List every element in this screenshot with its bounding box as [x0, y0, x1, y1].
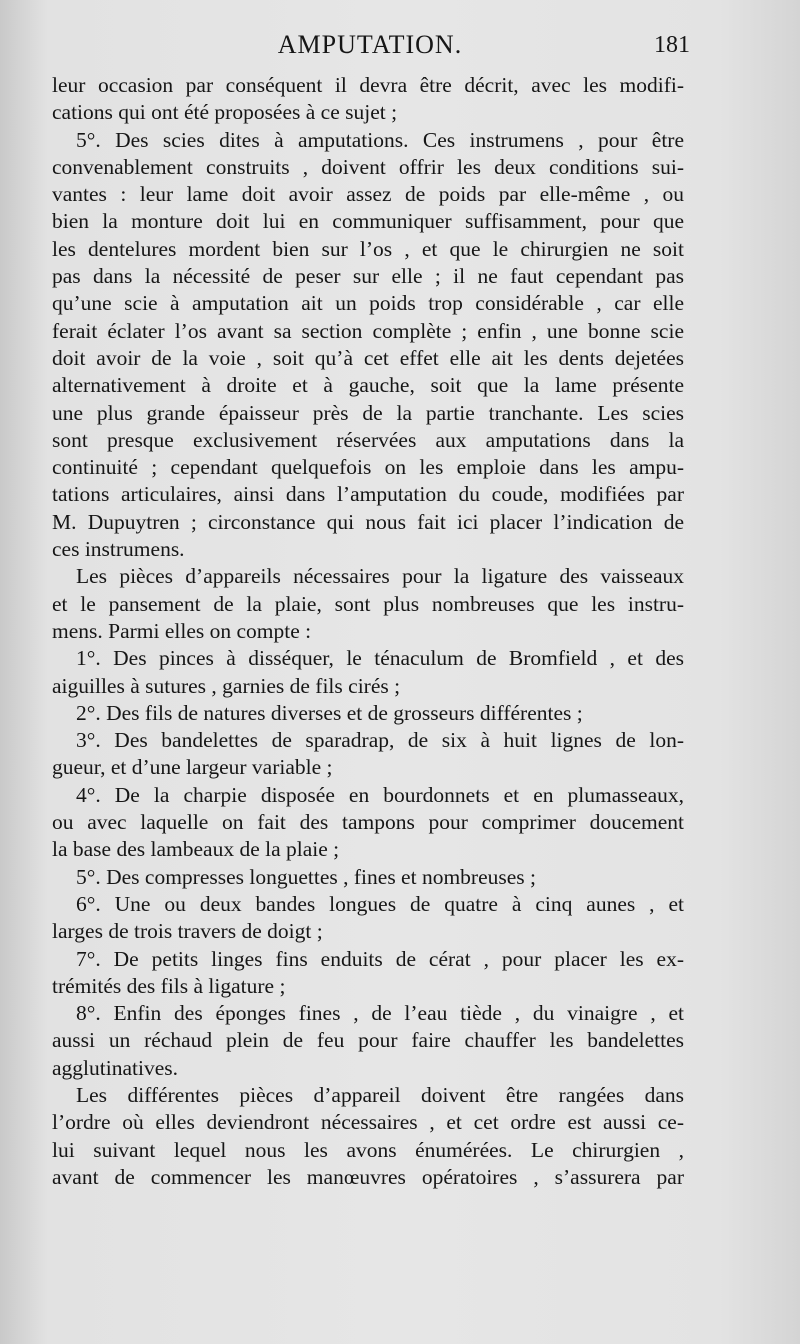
text-line: la base des lambeaux de la plaie ;	[52, 837, 340, 862]
text-line: 3°. Des bandelettes de sparadrap, de six à huit lignes de lon-	[76, 728, 684, 753]
text-line: 1°. Des pinces à disséquer, le ténaculum de Bromfield , et des	[76, 646, 684, 671]
running-title: AMPUTATION.	[277, 30, 463, 59]
text-line: 2°. Des fils de natures diverses et de grosseurs différentes ;	[76, 700, 583, 725]
text-line: les dentelures mordent bien sur l’os , et que le chirurgien ne soit	[52, 236, 684, 261]
text-line: bien la monture doit lui en communiquer suffisamment, pour que	[52, 209, 684, 234]
text-line: avant de commencer les manœuvres opératoires , s’assurera par	[52, 1164, 684, 1189]
text-line: alternativement à droite et à gauche, soit que la lame présente	[52, 373, 684, 398]
text-line: vantes : leur lame doit avoir assez de poids par elle-même , ou	[52, 182, 684, 207]
text-line: ces instrumens.	[52, 537, 185, 562]
body-text	[52, 72, 684, 1191]
text-line: 5°. Des compresses longuettes , fines et nombreuses ;	[76, 864, 537, 889]
text-line: Les pièces d’appareils nécessaires pour la ligature des vaisseaux	[76, 564, 684, 589]
text-line: qu’une scie à amputation ait un poids trop considérable , car elle	[52, 291, 684, 316]
text-line: et le pansement de la plaie, sont plus nombreuses que les instru-	[52, 591, 684, 616]
text-line: 7°. De petits linges fins enduits de cérat , pour placer les ex-	[76, 946, 684, 971]
text-line: pas dans la nécessité de peser sur elle ; il ne faut cependant pas	[52, 264, 684, 289]
text-line: Les différentes pièces d’appareil doivent être rangées dans	[76, 1082, 684, 1107]
text-line: sont presque exclusivement réservées aux amputations dans la	[52, 427, 684, 452]
text-line: aiguilles à sutures , garnies de fils cirés ;	[52, 673, 401, 698]
text-line: doit avoir de la voie , soit qu’à cet effet elle ait les dents dejetées	[52, 345, 684, 370]
text-line: lui suivant lequel nous les avons énumérées. Le chirurgien ,	[52, 1137, 684, 1162]
text-line: M. Dupuytren ; circonstance qui nous fait ici placer l’indication de	[52, 509, 684, 534]
text-line: cations qui ont été proposées à ce sujet ;	[52, 100, 398, 125]
text-line: convenablement construits , doivent offrir les deux conditions sui-	[52, 154, 684, 179]
text-line: 8°. Enfin des éponges fines , de l’eau tiède , du vinaigre , et	[76, 1001, 684, 1026]
text-line: leur occasion par conséquent il devra être décrit, avec les modifi-	[52, 73, 684, 97]
text-line: aussi un réchaud plein de feu pour faire chauffer les bandelettes	[52, 1028, 684, 1053]
text-line: une plus grande épaisseur près de la partie tranchante. Les scies	[52, 400, 684, 425]
text-line: continuité ; cependant quelquefois on les emploie dans les ampu-	[52, 455, 684, 480]
text-line: 5°. Des scies dites à amputations. Ces instrumens , pour être	[76, 127, 684, 152]
text-line: l’ordre où elles deviendront nécessaires , et cet ordre est aussi ce-	[52, 1110, 684, 1135]
text-line: agglutinatives.	[52, 1055, 178, 1080]
text-line: tations articulaires, ainsi dans l’amputation du coude, modifiées par	[52, 482, 684, 507]
text-line: ou avec laquelle on fait des tampons pour comprimer doucement	[52, 810, 684, 835]
page-header	[50, 30, 690, 66]
page-number: 181	[654, 32, 690, 58]
text-line: larges de trois travers de doigt ;	[52, 919, 323, 944]
text-line: ferait éclater l’os avant sa section complète ; enfin , une bonne scie	[52, 318, 684, 343]
text-line: 6°. Une ou deux bandes longues de quatre à cinq aunes , et	[76, 891, 684, 916]
text-line: 4°. De la charpie disposée en bourdonnets et en plumasseaux,	[76, 782, 684, 807]
text-line: gueur, et d’une largeur variable ;	[52, 755, 333, 780]
text-line: mens. Parmi elles on compte :	[52, 618, 312, 643]
text-line: trémités des fils à ligature ;	[52, 973, 286, 998]
